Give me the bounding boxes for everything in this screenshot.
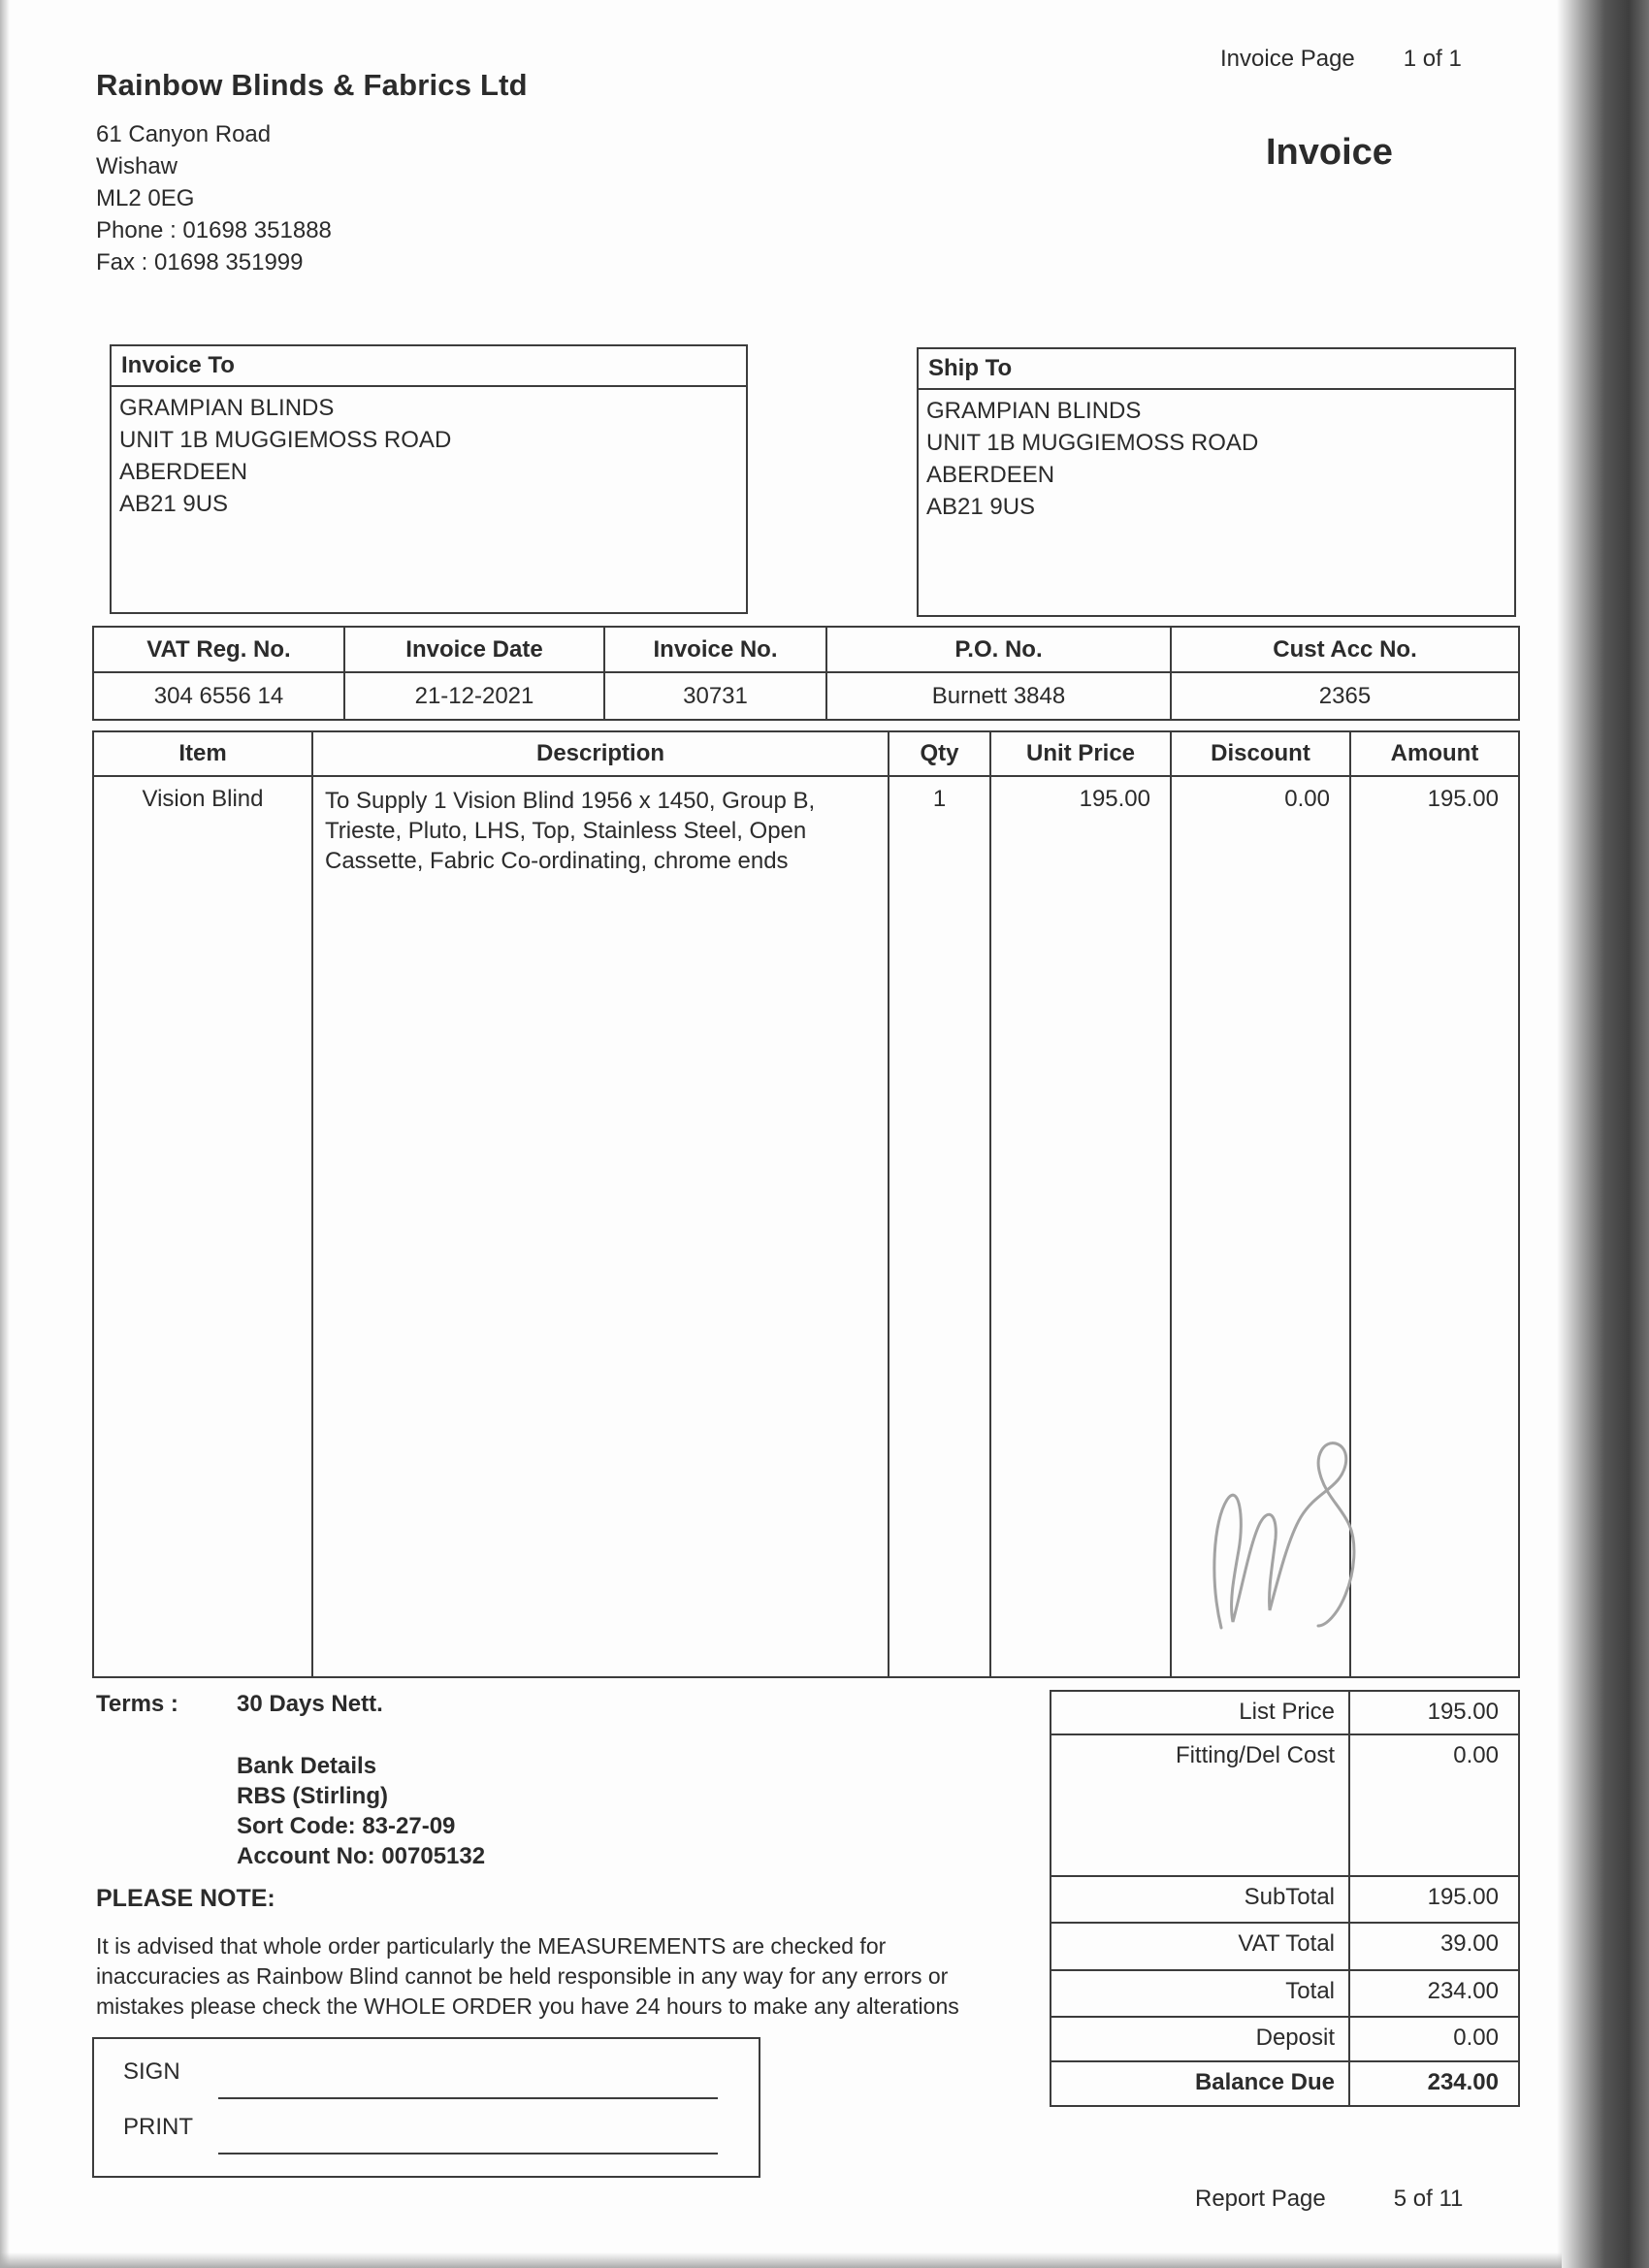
items-header-unit-price: Unit Price — [991, 732, 1172, 775]
bank-details-heading: Bank Details — [237, 1753, 377, 1779]
meta-value-vat-reg: 304 6556 14 — [94, 673, 345, 719]
meta-header-invoice-no: Invoice No. — [605, 628, 827, 671]
summary-label: List Price — [1051, 1692, 1350, 1733]
items-header-row — [94, 732, 1518, 777]
summary-row-total — [1051, 1971, 1518, 2018]
company-address-line: ML2 0EG — [96, 185, 195, 211]
invoice-meta-table — [92, 626, 1520, 721]
print-label: PRINT — [123, 2114, 193, 2140]
report-page-value: 5 of 11 — [1393, 2186, 1464, 2212]
item-cell-amount: 195.00 — [1427, 786, 1499, 812]
meta-header-cust-acc: Cust Acc No. — [1273, 635, 1417, 663]
bank-sort-code: Sort Code: 83-27-09 — [237, 1813, 456, 1839]
meta-value-cust-acc: 2365 — [1318, 682, 1372, 709]
summary-row-deposit — [1051, 2018, 1518, 2062]
meta-header-po-no: P.O. No. — [827, 628, 1172, 671]
company-name: Rainbow Blinds & Fabrics Ltd — [96, 68, 528, 102]
invoice-page-ref — [1220, 46, 1462, 73]
invoice-page-label: Invoice Page — [1220, 46, 1355, 72]
item-cell-qty: 1 — [889, 777, 991, 1676]
meta-header-invoice-date: Invoice Date — [345, 628, 605, 671]
company-address-line: 61 Canyon Road — [96, 121, 272, 147]
summary-value: 0.00 — [1453, 1742, 1499, 1768]
report-page-label: Report Page — [1195, 2186, 1326, 2212]
address-line: AB21 9US — [119, 491, 229, 517]
company-fax: Fax : 01698 351999 — [96, 249, 304, 275]
address-line: ABERDEEN — [926, 462, 1055, 488]
company-address-line: Wishaw — [96, 153, 178, 179]
address-line: GRAMPIAN BLINDS — [926, 398, 1142, 424]
summary-value: 195.00 — [1427, 1699, 1499, 1725]
items-header-description: Description — [313, 732, 889, 775]
summary-label: Deposit — [1051, 2018, 1350, 2060]
summary-value: 234.00 — [1427, 2069, 1499, 2095]
scan-edge-right — [1557, 0, 1649, 2268]
summary-row-vat-total — [1051, 1924, 1518, 1971]
report-page-ref — [1195, 2186, 1463, 2213]
summary-label: Total — [1051, 1971, 1350, 2016]
summary-label: VAT Total — [1051, 1924, 1350, 1969]
ship-to-address — [919, 390, 1514, 528]
sign-print-box — [92, 2037, 760, 2178]
sign-line — [218, 2097, 718, 2099]
bank-details-block — [237, 1751, 485, 1871]
item-cell-description: To Supply 1 Vision Blind 1956 x 1450, Group B, Trieste, Pluto, LHS, Top, Stainless Steel, Open Cassette, Fabric Co-ordinating, chrome ends — [313, 777, 889, 1676]
company-block — [96, 68, 528, 278]
meta-header-row — [94, 628, 1518, 673]
items-header-discount: Discount — [1172, 732, 1351, 775]
item-cell-unit-price: 195.00 — [991, 777, 1172, 1676]
address-line: ABERDEEN — [119, 459, 248, 485]
item-cell-name: Vision Blind — [94, 777, 313, 1676]
scan-edge-left — [0, 0, 10, 2268]
terms-label: Terms : — [96, 1691, 178, 1717]
summary-row-list-price — [1051, 1692, 1518, 1735]
invoice-to-box — [110, 344, 748, 614]
signature-scribble — [1188, 1428, 1382, 1651]
invoice-page-value: 1 of 1 — [1403, 46, 1462, 72]
meta-value-invoice-date: 21-12-2021 — [345, 673, 605, 719]
summary-value: 234.00 — [1427, 1978, 1499, 2004]
address-line: GRAMPIAN BLINDS — [119, 395, 335, 421]
items-header-item: Item — [94, 732, 313, 775]
summary-value: 39.00 — [1439, 1930, 1499, 1957]
items-header-qty: Qty — [889, 732, 991, 775]
items-header-amount: Amount — [1390, 740, 1479, 766]
meta-value-po-no: Burnett 3848 — [827, 673, 1172, 719]
summary-row-subtotal — [1051, 1877, 1518, 1924]
note-body: It is advised that whole order particularly the MEASUREMENTS are checked for inaccuracies as Rainbow Blind cannot be held responsible in any way for any errors or mistakes please check the WHOLE ORDER you have 24 hours to make any alterations — [96, 1933, 959, 2019]
item-cell-discount: 0.00 — [1172, 777, 1351, 1676]
summary-row-fitting-del-cost — [1051, 1735, 1518, 1877]
bank-name: RBS (Stirling) — [237, 1783, 388, 1809]
company-phone: Phone : 01698 351888 — [96, 217, 332, 243]
summary-row-balance-due — [1051, 2062, 1518, 2105]
summary-value: 0.00 — [1453, 2025, 1499, 2051]
summary-label: SubTotal — [1051, 1877, 1350, 1922]
totals-summary-table — [1050, 1690, 1520, 2107]
scan-edge-bottom — [0, 2252, 1562, 2268]
terms-value: 30 Days Nett. — [237, 1691, 383, 1717]
sign-label: SIGN — [123, 2058, 180, 2085]
meta-header-vat-reg: VAT Reg. No. — [94, 628, 345, 671]
ship-to-label: Ship To — [919, 349, 1514, 390]
address-line: UNIT 1B MUGGIEMOSS ROAD — [926, 430, 1259, 456]
address-line: AB21 9US — [926, 494, 1036, 520]
meta-value-invoice-no: 30731 — [605, 673, 827, 719]
ship-to-box — [917, 347, 1516, 617]
invoice-to-label: Invoice To — [112, 346, 746, 387]
summary-label: Fitting/Del Cost — [1051, 1735, 1350, 1875]
invoice-title: Invoice — [1266, 132, 1393, 173]
address-line: UNIT 1B MUGGIEMOSS ROAD — [119, 427, 452, 453]
print-line — [218, 2153, 718, 2155]
summary-label: Balance Due — [1051, 2062, 1350, 2105]
summary-value: 195.00 — [1427, 1884, 1499, 1910]
meta-value-row — [94, 673, 1518, 719]
note-heading: PLEASE NOTE: — [96, 1885, 275, 1912]
invoice-to-address — [112, 387, 746, 525]
bank-account-no: Account No: 00705132 — [237, 1843, 486, 1869]
